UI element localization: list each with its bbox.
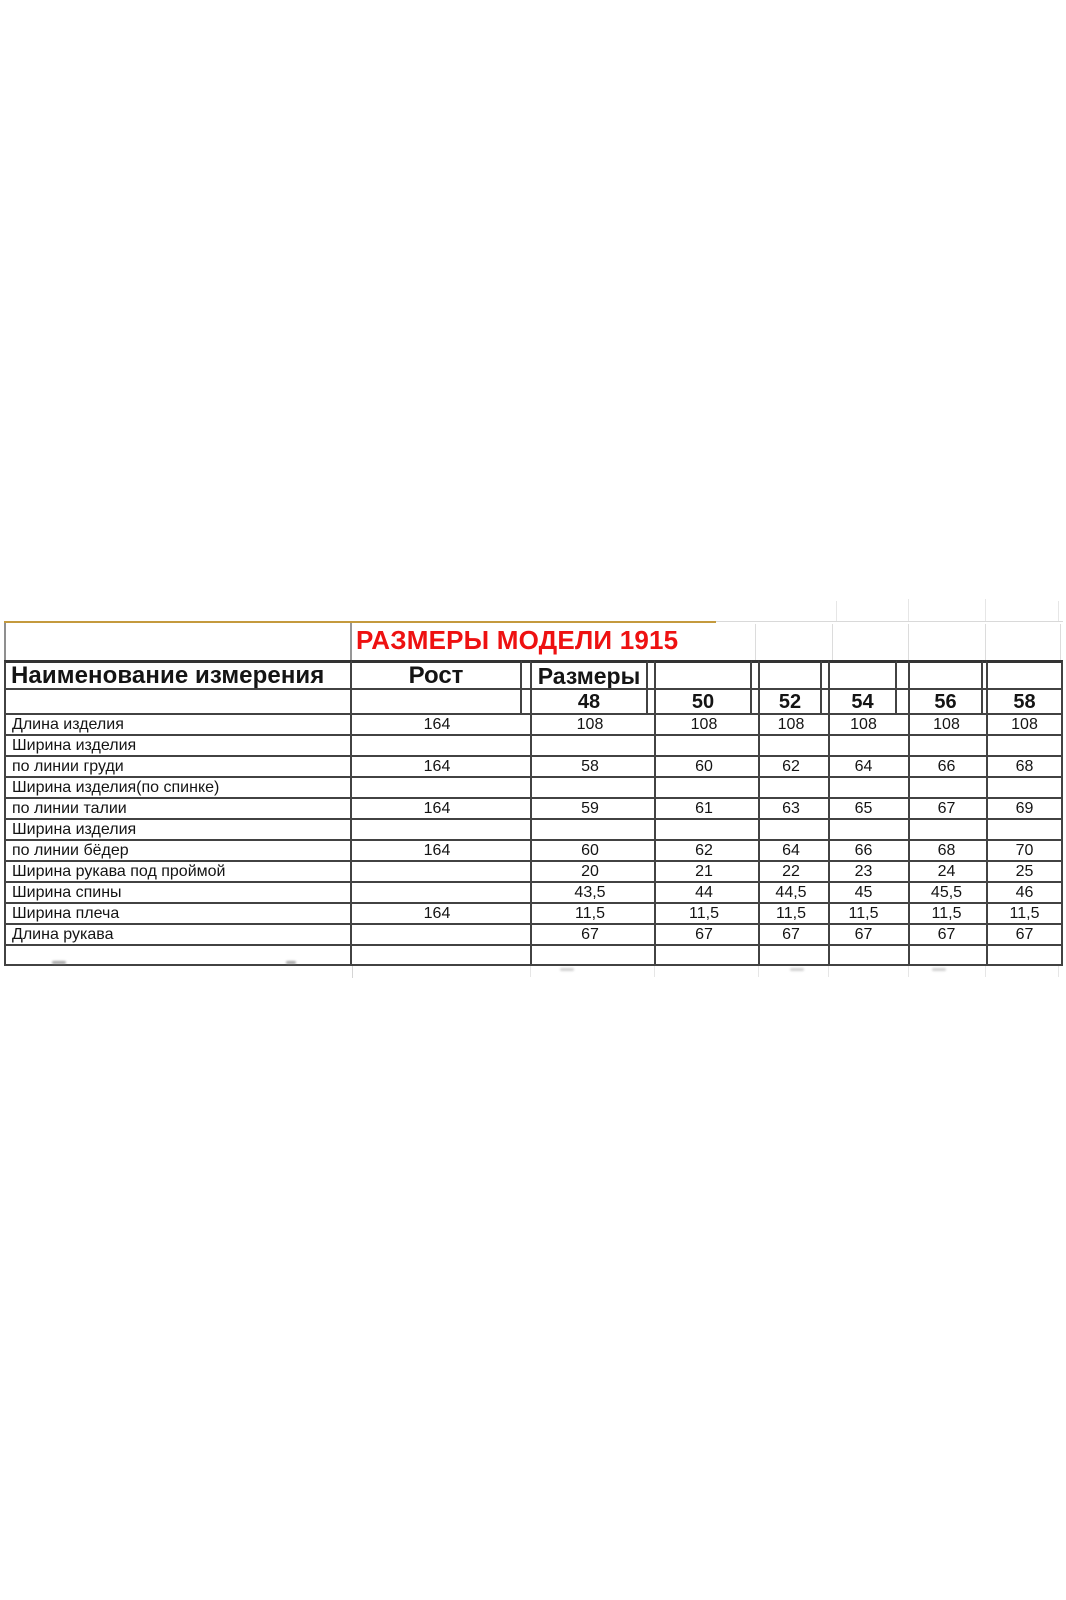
- gridline-stub: [985, 624, 986, 660]
- header-empty-cell: [758, 660, 822, 690]
- value-cell: 60: [530, 841, 648, 862]
- value-cell: 21: [654, 862, 752, 883]
- value-cell: 70: [986, 841, 1063, 862]
- value-cell: 24: [908, 862, 983, 883]
- value-cell: 64: [758, 841, 822, 862]
- row-label-cell: по линии груди: [4, 757, 352, 778]
- value-cell: [908, 736, 983, 757]
- value-cell: 67: [986, 925, 1063, 946]
- value-cell: 108: [758, 715, 822, 736]
- value-cell: 44,5: [758, 883, 822, 904]
- value-cell: 59: [530, 799, 648, 820]
- value-cell: 61: [654, 799, 752, 820]
- size-header-cell: 54: [828, 690, 897, 715]
- gutter-cell: [522, 660, 530, 690]
- value-cell: [986, 820, 1063, 841]
- gridline-stub: [908, 599, 909, 621]
- value-cell: [530, 778, 648, 799]
- table-row: [4, 883, 1063, 904]
- sizes-row: [4, 690, 1063, 715]
- jpeg-speck: [932, 968, 946, 971]
- jpeg-speck: [560, 968, 574, 971]
- row-label-cell: Ширина изделия: [4, 820, 352, 841]
- value-cell: 67: [758, 925, 822, 946]
- gridline-stub: [1058, 966, 1059, 977]
- table-row: [4, 778, 1063, 799]
- table-title: РАЗМЕРЫ МОДЕЛИ 1915: [356, 625, 679, 655]
- value-cell: [908, 946, 983, 966]
- rost-value-cell: [352, 820, 522, 841]
- size-header-cell: 48: [530, 690, 648, 715]
- value-cell: 108: [530, 715, 648, 736]
- gutter-cell: [897, 690, 908, 715]
- value-cell: 45: [828, 883, 897, 904]
- value-cell: 23: [828, 862, 897, 883]
- value-cell: 44: [654, 883, 752, 904]
- measurement-table: [4, 621, 1063, 966]
- value-cell: [986, 946, 1063, 966]
- value-cell: 45,5: [908, 883, 983, 904]
- value-cell: 11,5: [654, 904, 752, 925]
- table-row: [4, 862, 1063, 883]
- column-header-rost: Рост: [352, 660, 522, 690]
- value-cell: [828, 736, 897, 757]
- gutter-cell: [897, 904, 908, 925]
- value-cell: 11,5: [758, 904, 822, 925]
- gutter-cell: [897, 883, 908, 904]
- gutter-cell: [522, 799, 530, 820]
- value-cell: 11,5: [986, 904, 1063, 925]
- value-cell: 63: [758, 799, 822, 820]
- rost-value-cell: [352, 946, 522, 966]
- value-cell: [908, 778, 983, 799]
- value-cell: 69: [986, 799, 1063, 820]
- gutter-cell: [897, 736, 908, 757]
- value-cell: 66: [908, 757, 983, 778]
- gridline-stub: [908, 624, 909, 660]
- gridline-stub: [1058, 601, 1059, 621]
- gutter-cell: [522, 946, 530, 966]
- jpeg-speck: [286, 961, 296, 964]
- jpeg-speck: [52, 961, 66, 964]
- gridline-stub: [836, 601, 837, 621]
- value-cell: 11,5: [908, 904, 983, 925]
- empty-cell: [352, 690, 522, 715]
- value-cell: 11,5: [828, 904, 897, 925]
- row-label-cell: Ширина спины: [4, 883, 352, 904]
- jpeg-speck: [790, 968, 804, 971]
- table-row: [4, 715, 1063, 736]
- rost-value-cell: 164: [352, 715, 522, 736]
- row-label-cell: по линии талии: [4, 799, 352, 820]
- value-cell: [530, 736, 648, 757]
- column-header-name: Наименование измерения: [4, 660, 352, 690]
- gridline-stub: [985, 599, 986, 621]
- table-row: [4, 757, 1063, 778]
- gridline-stub: [1060, 624, 1061, 660]
- header-empty-cell: [908, 660, 983, 690]
- value-cell: 67: [908, 799, 983, 820]
- value-cell: [530, 946, 648, 966]
- table-row: [4, 946, 1063, 966]
- gutter-cell: [522, 715, 530, 736]
- gridline-stub: [755, 624, 756, 660]
- value-cell: 58: [530, 757, 648, 778]
- gutter-cell: [897, 820, 908, 841]
- value-cell: [530, 820, 648, 841]
- rost-value-cell: [352, 736, 522, 757]
- value-cell: 46: [986, 883, 1063, 904]
- value-cell: 108: [986, 715, 1063, 736]
- value-cell: 62: [654, 841, 752, 862]
- size-header-cell: 56: [908, 690, 983, 715]
- value-cell: 62: [758, 757, 822, 778]
- gridline-stub: [828, 966, 829, 977]
- value-cell: [654, 820, 752, 841]
- gridline-stub: [530, 966, 531, 977]
- value-cell: 108: [654, 715, 752, 736]
- value-cell: 20: [530, 862, 648, 883]
- gutter-cell: [522, 883, 530, 904]
- gutter-cell: [522, 778, 530, 799]
- value-cell: [986, 778, 1063, 799]
- gutter-cell: [522, 820, 530, 841]
- header-empty-cell: [654, 660, 752, 690]
- table-row: [4, 925, 1063, 946]
- title-row: [4, 621, 1063, 660]
- value-cell: 67: [654, 925, 752, 946]
- table-row: [4, 841, 1063, 862]
- row-label-cell: Ширина рукава под проймой: [4, 862, 352, 883]
- header-row: [4, 660, 1063, 690]
- value-cell: 68: [986, 757, 1063, 778]
- gutter-cell: [897, 925, 908, 946]
- rost-value-cell: [352, 862, 522, 883]
- gridline-stub: [908, 966, 909, 977]
- title-row-empty-cell: [4, 621, 352, 660]
- table-row: [4, 736, 1063, 757]
- value-cell: [654, 778, 752, 799]
- value-cell: [828, 778, 897, 799]
- value-cell: [758, 778, 822, 799]
- rost-value-cell: 164: [352, 799, 522, 820]
- gutter-cell: [522, 841, 530, 862]
- gutter-cell: [522, 690, 530, 715]
- gutter-cell: [897, 660, 908, 690]
- value-cell: 108: [828, 715, 897, 736]
- value-cell: [828, 946, 897, 966]
- gutter-cell: [522, 862, 530, 883]
- value-cell: 67: [908, 925, 983, 946]
- table-row: [4, 904, 1063, 925]
- row-label-cell: Ширина плеча: [4, 904, 352, 925]
- row-label-cell: Длина рукава: [4, 925, 352, 946]
- value-cell: 65: [828, 799, 897, 820]
- value-cell: 64: [828, 757, 897, 778]
- size-header-cell: 52: [758, 690, 822, 715]
- size-header-cell: 58: [986, 690, 1063, 715]
- row-label-cell: Длина изделия: [4, 715, 352, 736]
- gutter-cell: [522, 925, 530, 946]
- rost-value-cell: 164: [352, 757, 522, 778]
- rost-value-cell: [352, 778, 522, 799]
- gridline-stub: [352, 966, 353, 978]
- value-cell: [758, 736, 822, 757]
- gridline-stub: [985, 966, 986, 977]
- size-header-cell: 50: [654, 690, 752, 715]
- table-row: [4, 820, 1063, 841]
- rost-value-cell: 164: [352, 904, 522, 925]
- value-cell: 66: [828, 841, 897, 862]
- value-cell: 68: [908, 841, 983, 862]
- header-empty-cell: [828, 660, 897, 690]
- gridline-stub: [654, 966, 655, 977]
- gutter-cell: [522, 757, 530, 778]
- value-cell: 11,5: [530, 904, 648, 925]
- value-cell: [758, 820, 822, 841]
- value-cell: 108: [908, 715, 983, 736]
- value-cell: 25: [986, 862, 1063, 883]
- rost-value-cell: 164: [352, 841, 522, 862]
- table-row: [4, 799, 1063, 820]
- gutter-cell: [897, 841, 908, 862]
- gutter-cell: [522, 904, 530, 925]
- gutter-cell: [897, 862, 908, 883]
- rost-value-cell: [352, 883, 522, 904]
- empty-cell: [4, 690, 352, 715]
- gutter-cell: [897, 757, 908, 778]
- row-label-cell: Ширина изделия(по спинке): [4, 778, 352, 799]
- gray-top-rule: [716, 621, 1063, 622]
- gridline-stub: [832, 624, 833, 660]
- value-cell: 67: [828, 925, 897, 946]
- value-cell: [908, 820, 983, 841]
- row-label-cell: Ширина изделия: [4, 736, 352, 757]
- value-cell: [654, 736, 752, 757]
- gridline-stub: [758, 966, 759, 977]
- row-label-cell: по линии бёдер: [4, 841, 352, 862]
- value-cell: 43,5: [530, 883, 648, 904]
- value-cell: [986, 736, 1063, 757]
- value-cell: [828, 820, 897, 841]
- header-empty-cell: [986, 660, 1063, 690]
- gutter-cell: [897, 715, 908, 736]
- rost-value-cell: [352, 925, 522, 946]
- gutter-cell: [897, 946, 908, 966]
- column-header-sizes: Размеры: [530, 660, 648, 690]
- gutter-cell: [897, 799, 908, 820]
- value-cell: 67: [530, 925, 648, 946]
- value-cell: 60: [654, 757, 752, 778]
- value-cell: [758, 946, 822, 966]
- gutter-cell: [522, 736, 530, 757]
- value-cell: 22: [758, 862, 822, 883]
- tan-top-rule: [4, 621, 716, 623]
- value-cell: [654, 946, 752, 966]
- gutter-cell: [897, 778, 908, 799]
